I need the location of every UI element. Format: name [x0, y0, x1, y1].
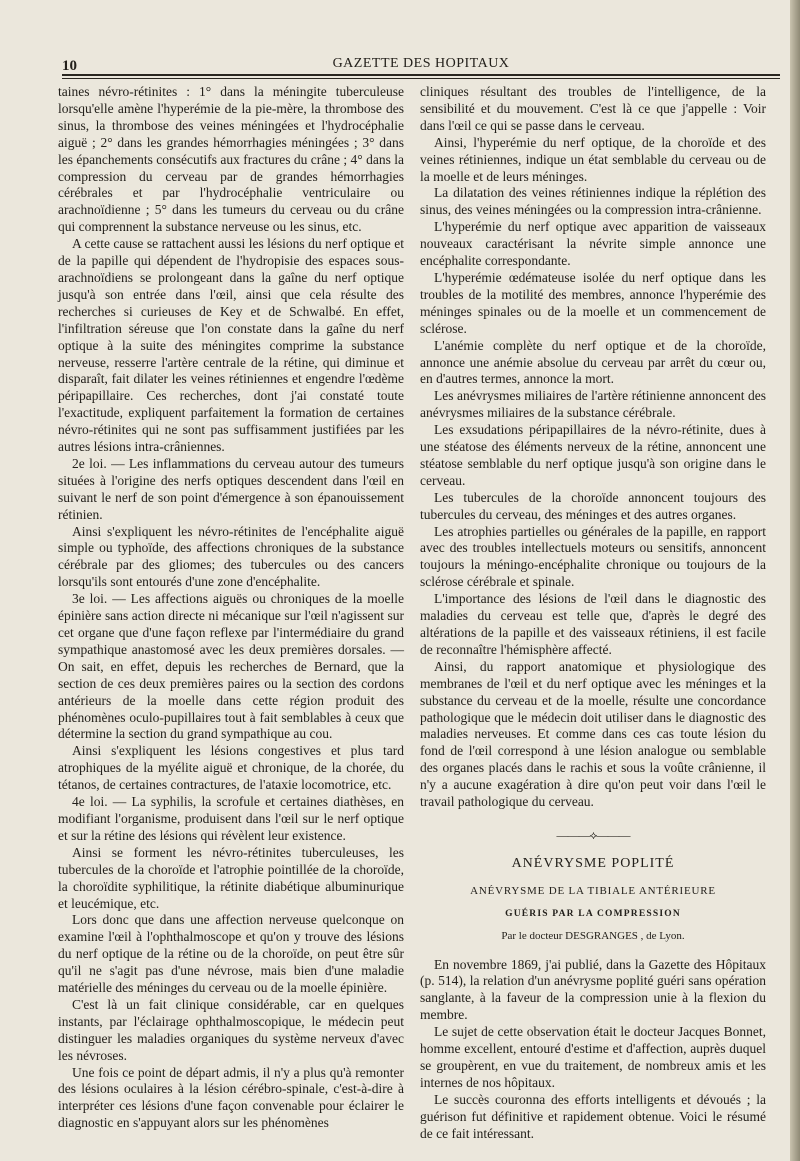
paragraph: Les tubercules de la choroïde annoncent toujours des tubercules du cerveau, des méninges et des autres organes.	[420, 489, 766, 522]
paragraph: Ainsi, l'hyperémie du nerf optique, de la choroïde et des veines rétiniennes, indique un état semblable du cerveau ou de la moelle et de leurs méninges.	[420, 134, 766, 184]
paragraph: Le sujet de cette observation était le docteur Jacques Bonnet, homme excellent, entouré d'estime et d'affection, auprès duquel se groupèrent, en vue du traitement, de nombreux amis et les internes de nos hôpitaux.	[420, 1024, 766, 1090]
paragraph: L'hyperémie œdémateuse isolée du nerf optique dans les troubles de la motilité des membres, annonce l'hyperémie des méninges spinales ou de la moelle et un commencement de sclérose.	[420, 269, 766, 336]
paragraph: 4e loi. — La syphilis, la scrofule et certaines diathèses, en modifiant l'organisme, produisent dans l'œil sur le nerf optique et sur la rétine des lésions qui révèlent leur existence.	[58, 794, 404, 843]
paragraph: Une fois ce point de départ admis, il n'y a plus qu'à remonter des lésions oculaires à la lésion cérébro-spinale, c'est-à-dire à interpréter ces lésions d'une façon convenable pour éclairer le diagnostic en s'appuyant alors sur les phénomènes	[58, 1064, 404, 1131]
paragraph: Lors donc que dans une affection nerveuse quelconque on examine l'œil à l'ophthalmoscope et qu'on y trouve des lésions du nerf optique de la rétine ou de la choroïde, on peut être sûr qu'il ne s'agit pas d'une névrose, mais bien d'une maladie matérielle des méninges du cerveau ou de la moelle épinière.	[58, 912, 404, 996]
article-byline: Par le docteur DESGRANGES , de Lyon.	[501, 929, 685, 942]
paragraph: Les exsudations péripapillaires de la névro-rétinite, dues à une stéatose des éléments nerveux de la rétine, annoncent une stéatose semblable du nerf optique jusqu'à son origine dans le cerveau.	[420, 422, 766, 488]
paragraph: Les atrophies partielles ou générales de la papille, en rapport avec des troubles intellectuels moteurs ou sensitifs, annoncent toujours la méningo-encéphalite chronique ou toujours de la sclérose cérébrale et spinale.	[420, 523, 766, 590]
paragraph: L'importance des lésions de l'œil dans le diagnostic des maladies du cerveau est telle que, d'après le degré des altérations de la papille et des vaisseaux rétiniens, il est facile de reconnaître l'hémisphère affecté.	[420, 591, 766, 657]
page-header	[62, 52, 780, 74]
paragraph: Ainsi, du rapport anatomique et physiologique des membranes de l'œil et du nerf optique avec les méninges et la substance du cerveau et de la moelle, résulte une concordance pathologique que le médecin doit utiliser dans le diagnostic des maladies nerveuses. Et comme dans ces cas toute lésion du fond de l'œil correspond à une lésion analogue ou semblable des organes placés dans le rachis et sous la voûte crânienne, il n'y a aucune exagération à dire qu'on peut voir dans l'œil le travail pathologique du cerveau.	[420, 658, 766, 810]
paragraph: Ainsi s'expliquent les lésions congestives et plus tard atrophiques de la myélite aiguë et chronique, de la chorée, du tétanos, de certaines contractures, de l'ataxie locomotrice, etc.	[58, 743, 404, 793]
paragraph: En novembre 1869, j'ai publié, dans la Gazette des Hôpitaux (p. 514), la relation d'un anévrysme poplité guéri sans opération sanglante, à la faveur de la compression unie à la flexion du membre.	[420, 956, 766, 1023]
paragraph: La dilatation des veines rétiniennes indique la réplétion des sinus, des veines méningées ou la compression intra-crânienne.	[420, 185, 766, 218]
paragraph: L'hyperémie du nerf optique avec apparition de vaisseaux nouveaux caractérisant la névrite simple annonce une encéphalite correspondante.	[420, 219, 766, 269]
left-column	[58, 84, 404, 1132]
article-subtitle-2: GUÉRIS PAR LA COMPRESSION	[505, 908, 681, 919]
paragraph: L'anémie complète du nerf optique et de la choroïde, annonce une anémie absolue du cerveau par arrêt du cœur ou, en d'autres termes, annonce la mort.	[420, 337, 766, 387]
paragraph: Ainsi s'expliquent les névro-rétinites de l'encéphalite aiguë simple ou typhoïde, des affections chroniques de la substance cérébrale par des gliomes; des tubercules ou des cancers lorsqu'ils sont entourés d'une zone d'encéphalite.	[58, 523, 404, 590]
paragraph: Ainsi se forment les névro-rétinites tuberculeuses, les tubercules de la choroïde et l'atrophie pointillée de la choroïde, la choroïdite syphilitique, la rétinite diabétique albuminurique et leucémique, etc.	[58, 844, 404, 911]
paragraph: A cette cause se rattachent aussi les lésions du nerf optique et de la papille qui dépendent de l'hydropisie des espaces sous-arachnoïdiens se prolongeant dans la gaîne du nerf optique jusqu'à son entrée dans l'œil, ainsi que cela résulte des recherches si curieuses de Key et de Schwalbé. En effet, l'infiltration séreuse que l'on constate dans la gaîne du nerf optique à la suite des méningites comprime la substance nerveuse, resserre l'artère centrale de la rétine, qui diminue et disparaît, fait dilater les veines rétiniennes et engendre l'œdème péripapillaire. Ces recherches, dont j'ai constaté toute l'exactitude, expliquent parfaitement la formation de certaines névro-rétinites qui ne sont pas suffisamment justifiées par les autres lésions intra-crâniennes.	[58, 236, 404, 455]
paragraph: cliniques résultant des troubles de l'intelligence, de la sensibilité et du mouvement. C'est là ce que j'appelle : Voir dans l'œil ce qui se passe dans le cerveau.	[420, 84, 766, 133]
paragraph: 3e loi. — Les affections aiguës ou chroniques de la moelle épinière sans action directe ni mécanique sur l'œil n'agissent sur cet organe que d'une façon reflexe par l'intermédiaire du grand sympathique anastomosé avec les deux premières dorsales. — On sait, en effet, depuis les recherches de Bernard, que la section de ces deux premières paires ou la section des cordons antérieurs de la moelle dans cette région produit des phénomènes oculo-pupillaires tout à fait semblables à ceux que détermine la section du grand sympathique au cou.	[58, 591, 404, 742]
article-subtitle: ANÉVRYSME DE LA TIBIALE ANTÉRIEURE	[470, 884, 716, 897]
section-ornament: ———⟡———	[556, 827, 630, 842]
paragraph: C'est là un fait clinique considérable, car en quelques instants, par l'éclairage ophthalmoscopique, le médecin peut distinguer les maladies organiques du système nerveux d'avec les névroses.	[58, 996, 404, 1063]
journal-title: GAZETTE DES HOPITAUX	[332, 56, 510, 71]
paragraph: Le succès couronna des efforts intelligents et dévoués ; la guérison fut définitive et rapidement obtenue. Voici le résumé de ce fait intéressant.	[420, 1091, 766, 1141]
article-title: ANÉVRYSME POPLITÉ	[511, 855, 675, 871]
right-column	[420, 84, 766, 1142]
page-edge	[790, 0, 800, 1161]
paragraph: taines névro-rétinites : 1° dans la méningite tuberculeuse lorsqu'elle amène l'hyperémie de la pie-mère, la thrombose des sinus, la thrombose des veines méningées et l'hydrocéphalie aiguë ; 2° dans les grandes hémorrhagies méningées ; 3° dans les épanchements consécutifs aux fractures du crâne ; 4° dans la compression du cerveau par de grandes hémorrhagies cérébrales et par l'hydrocéphalie ventriculaire ou arachnoïdienne ; 5° dans les tumeurs du cerveau ou du crâne qui comprennent la substance nerveuse ou les sinus, etc.	[58, 84, 404, 235]
paragraph: Les anévrysmes miliaires de l'artère rétinienne annoncent des anévrysmes miliaires de la substance cérébrale.	[420, 388, 766, 421]
paragraph: 2e loi. — Les inflammations du cerveau autour des tumeurs situées à l'origine des nerfs optiques descendent dans l'œil en suivant le nerf de son point d'émergence à son épanouissement rétinien.	[58, 455, 404, 522]
header-rule	[62, 74, 780, 76]
page-number: 10	[62, 58, 77, 74]
header-rule-thin	[62, 78, 780, 79]
